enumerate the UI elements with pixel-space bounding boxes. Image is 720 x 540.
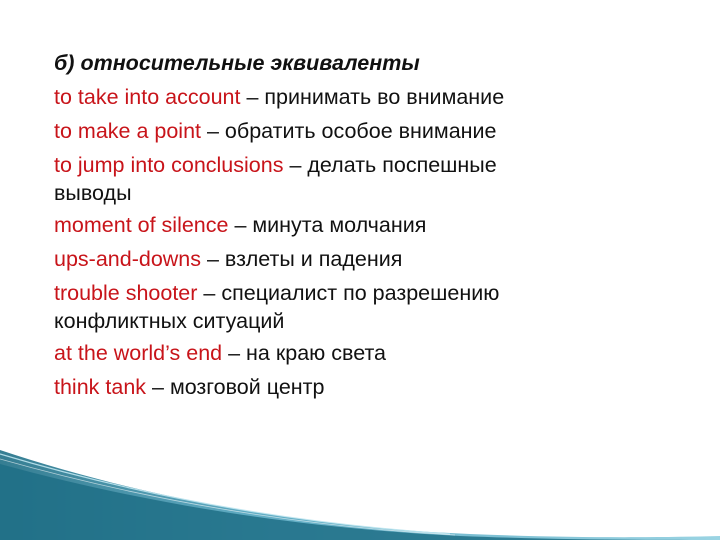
russian-translation: делать поспешные bbox=[307, 153, 497, 177]
list-item bbox=[54, 276, 664, 336]
english-term: moment of silence bbox=[54, 213, 229, 237]
slide-content bbox=[54, 46, 664, 404]
decorative-wave bbox=[0, 450, 720, 540]
english-term: ups-and-downs bbox=[54, 247, 202, 271]
english-term: to jump into conclusions bbox=[54, 153, 284, 177]
separator: – bbox=[283, 153, 308, 177]
separator: – bbox=[228, 213, 253, 237]
list-item bbox=[54, 336, 664, 370]
english-term: to make a point bbox=[54, 119, 202, 143]
english-term: trouble shooter bbox=[54, 281, 198, 305]
separator: – bbox=[201, 247, 225, 271]
list-item bbox=[54, 80, 664, 114]
russian-translation: специалист по разрешению bbox=[221, 281, 500, 305]
translation-continuation: выводы bbox=[54, 181, 132, 205]
list-item bbox=[54, 370, 664, 404]
english-term: at the world’s end bbox=[54, 341, 223, 365]
list-item bbox=[54, 148, 664, 208]
separator: – bbox=[201, 119, 225, 143]
list-item bbox=[54, 208, 664, 242]
english-term: think tank bbox=[54, 375, 147, 399]
separator: – bbox=[197, 281, 222, 305]
english-term: to take into account bbox=[54, 85, 241, 109]
russian-translation: взлеты и падения bbox=[224, 247, 403, 271]
list-item bbox=[54, 242, 664, 276]
separator: – bbox=[146, 375, 170, 399]
slide-heading: б) относительные эквиваленты bbox=[54, 51, 420, 75]
separator: – bbox=[222, 341, 247, 365]
russian-translation: мозговой центр bbox=[169, 375, 325, 399]
russian-translation: принимать во внимание bbox=[264, 85, 505, 109]
list-item bbox=[54, 114, 664, 148]
russian-translation: обратить особое внимание bbox=[224, 119, 497, 143]
russian-translation: минута молчания bbox=[252, 213, 427, 237]
translation-continuation: конфликтных ситуаций bbox=[54, 309, 285, 333]
separator: – bbox=[240, 85, 265, 109]
russian-translation: на краю света bbox=[246, 341, 387, 365]
